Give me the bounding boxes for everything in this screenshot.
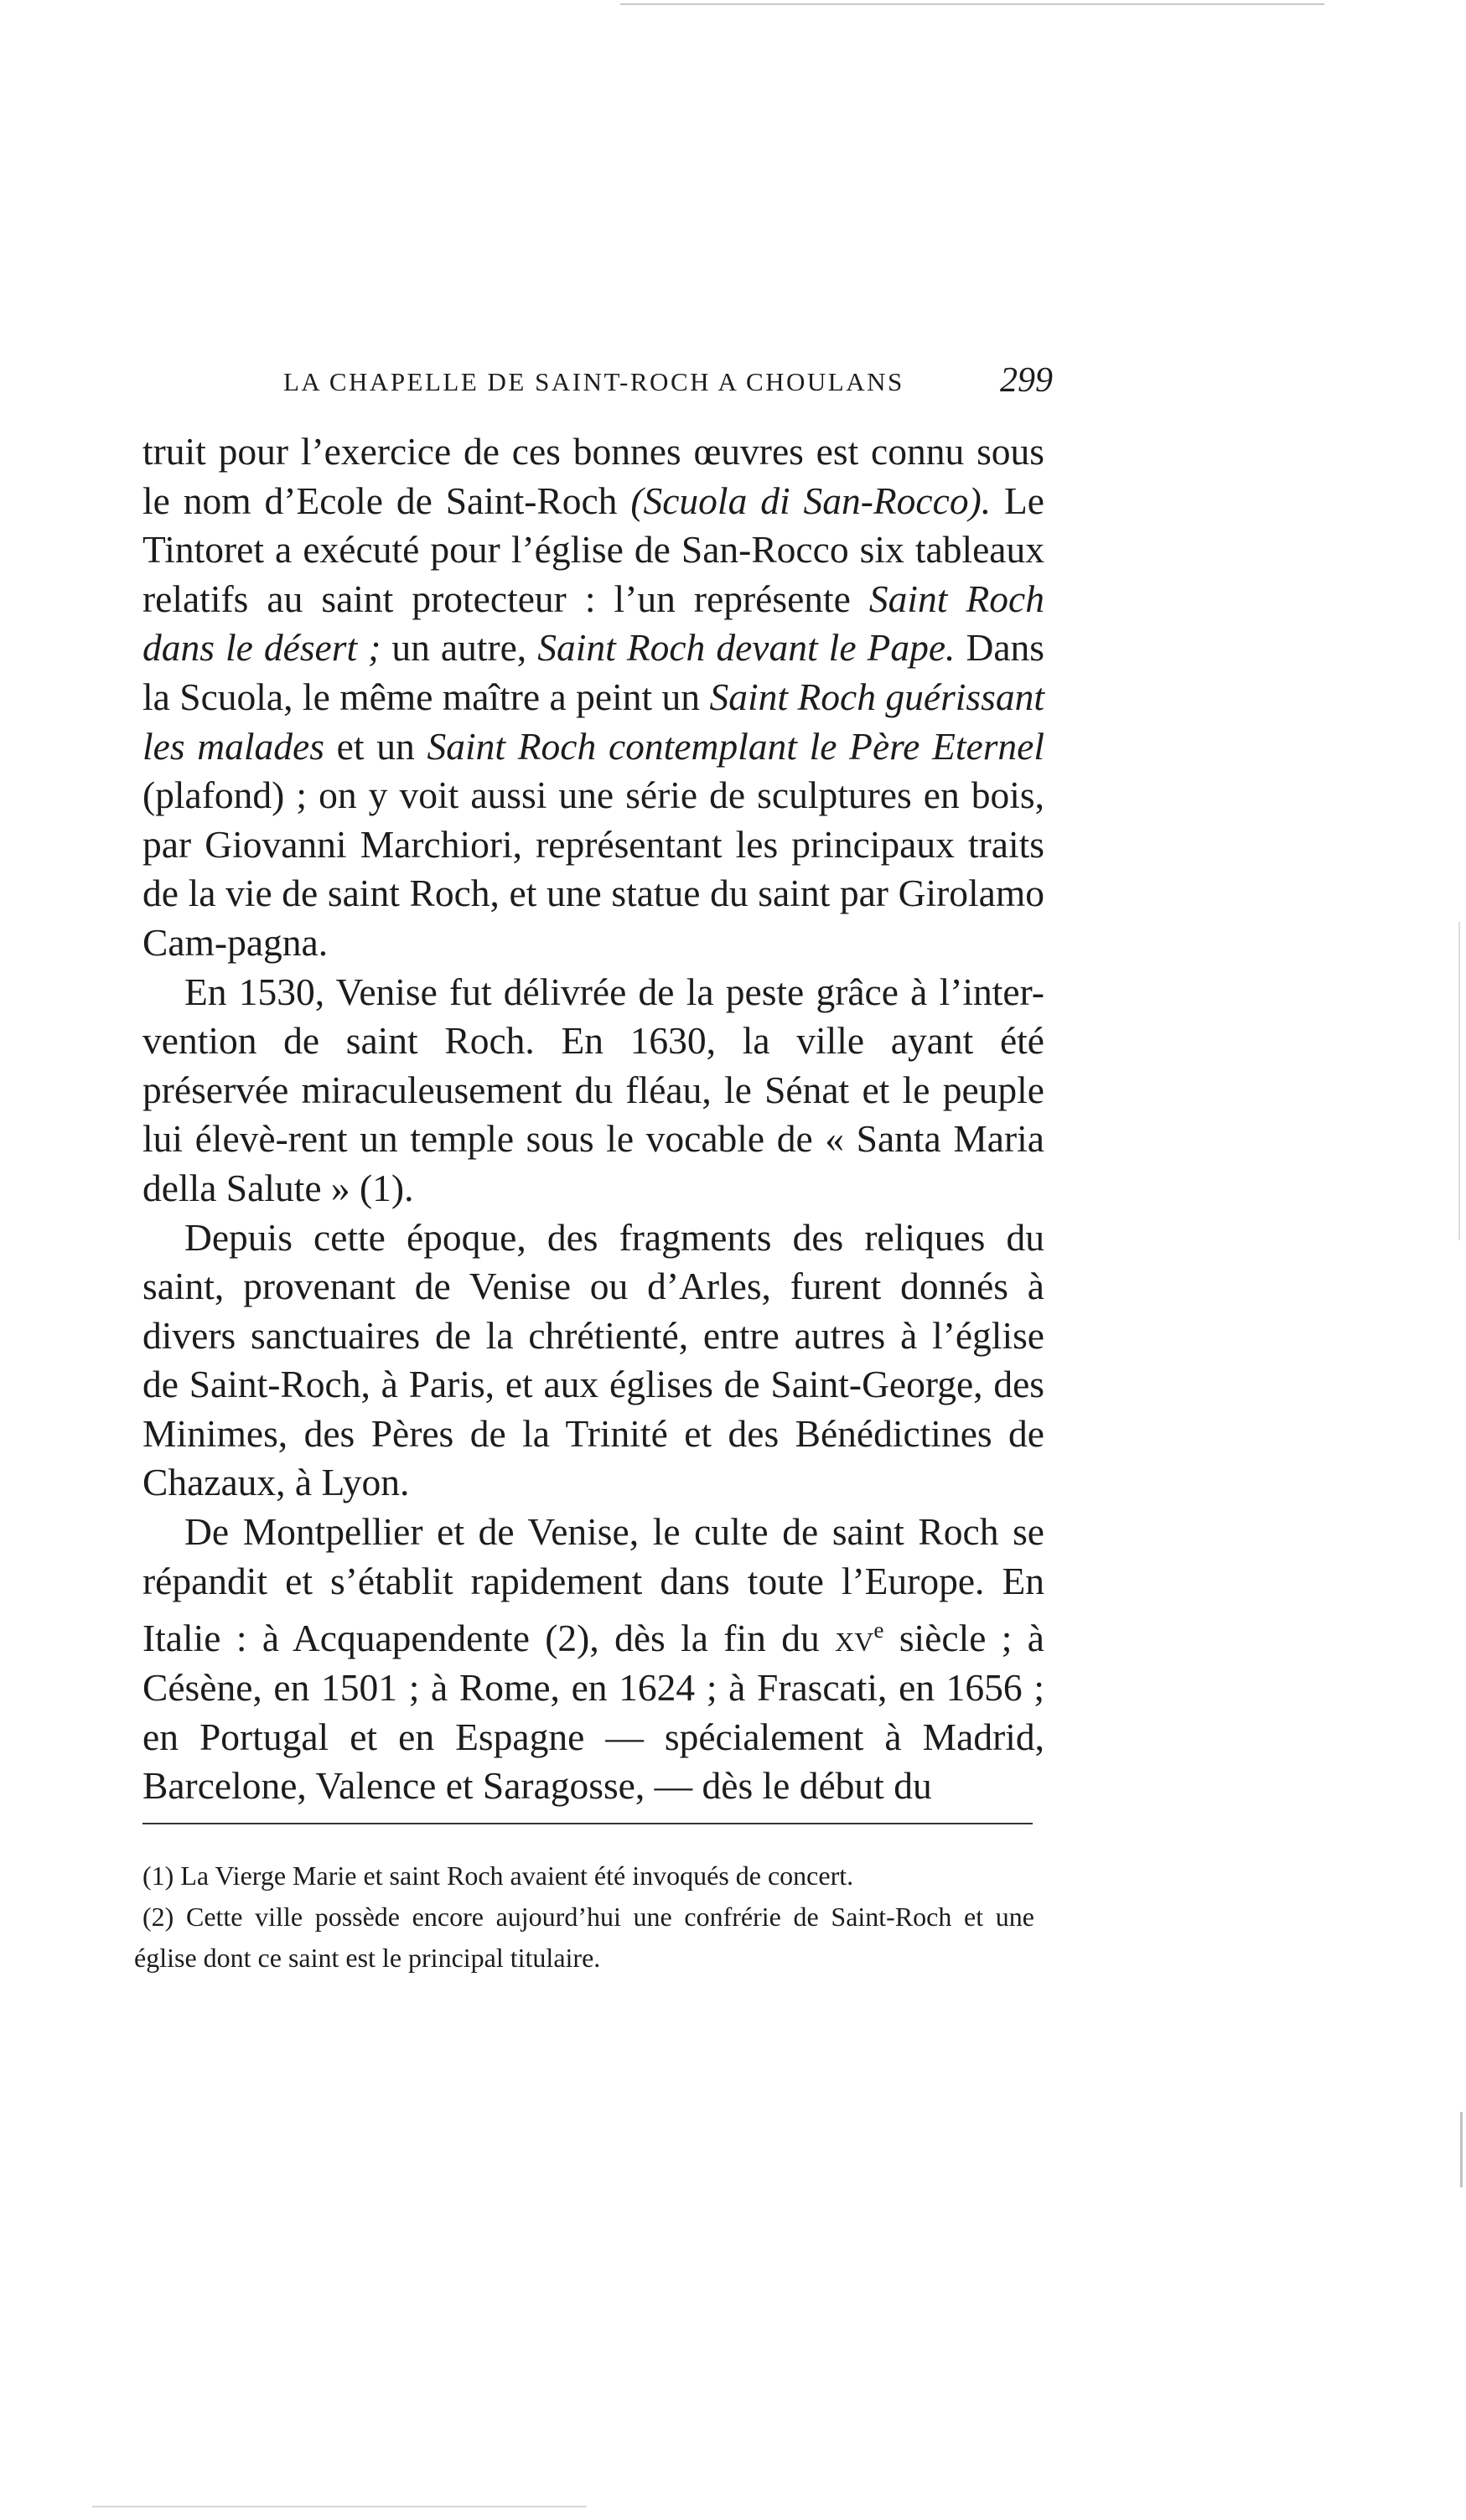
p1-text-6: (plafond) ; on y voit aussi une série de sculptures en bois, par Giovanni Marchiori, représentant les principaux traits de la vie de saint Roch, et une statue du saint par Girolamo Cam-pagna. [142, 774, 1044, 964]
p1-text-3: un autre, [381, 626, 538, 670]
page-header [283, 360, 1053, 411]
paragraph-1 [142, 427, 1044, 968]
body-text [142, 427, 1044, 1811]
footnote-2: (2) Cette ville possède encore aujourd’hui une confrérie de Saint-Roch et une église dont ce saint est le principal titulaire. [134, 1902, 1034, 1973]
p1-italic-4: Saint Roch guérissant les malades [142, 675, 1044, 768]
century-superscript: e [873, 1617, 884, 1643]
footnote-separator [142, 1823, 1033, 1824]
p4-text-1: De Montpellier et de Venise, le culte de saint Roch se répandit et s’établit rapidement dans toute l’Europe. En Italie : à Acquapendente (2), dès la fin du [142, 1510, 1044, 1660]
p1-italic-1: (Scuola di San-Rocco). [630, 479, 992, 522]
scan-artifact-bottom [92, 2506, 587, 2507]
running-title: LA CHAPELLE DE SAINT-ROCH A CHOULANS [283, 367, 904, 396]
p1-text-2: Le Tintoret a exécuté pour l’église de San-Rocco six tableaux relatifs au saint protecteur : l’un représente [142, 479, 1044, 620]
paragraph-3: Depuis cette époque, des fragments des reliques du saint, provenant de Venise ou d’Arles, furent donnés à divers sanctuaires de la chrétienté, entre autres à l’église de Saint-Roch, à Paris, et aux églises de Saint-George, des Minimes, des Pères de la Trinité et des Bénédictines de Chazaux, à Lyon. [142, 1215, 1044, 1504]
p1-italic-5: Saint Roch contemplant le Père Eternel [427, 724, 1045, 768]
p4-text-2: siècle ; à Césène, en 1501 ; à Rome, en 1624 ; à Frascati, en 1656 ; en Portugal et en Espagne — spécialement à Madrid, Barcelone, Valence et Saragosse, — dès le début du [142, 1617, 1044, 1808]
century-numeral: xv [835, 1617, 874, 1660]
paragraph-4 [142, 1508, 1044, 1811]
p1-text-1: truit pour l’exercice de ces bonnes œuvres est connu sous le nom d’Ecole de Saint-Roch [142, 430, 1044, 522]
scan-artifact-right-mark [1460, 2112, 1463, 2187]
p1-text-5: et un [324, 724, 427, 768]
p1-italic-3: Saint Roch devant le Pape. [537, 626, 956, 670]
footnotes [134, 1855, 1034, 1979]
paragraph-2: En 1530, Venise fut délivrée de la peste grâce à l’inter-vention de saint Roch. En 1630, la ville ayant été préservée miraculeusement du fléau, le Sénat et le peuple lui élevè-rent un temple sous le vocable de « Santa Maria della Salute » (1). [142, 970, 1044, 1209]
p1-italic-2: Saint Roch dans le désert ; [142, 577, 1044, 670]
page-number: 299 [1000, 361, 1053, 400]
p1-text-4: Dans la Scuola, le même maître a peint un [142, 626, 1044, 718]
scan-artifact-right-edge [1458, 922, 1460, 1240]
footnote-1: (1) La Vierge Marie et saint Roch avaient été invoqués de concert. [142, 1860, 854, 1891]
scan-artifact-top [620, 3, 1324, 5]
